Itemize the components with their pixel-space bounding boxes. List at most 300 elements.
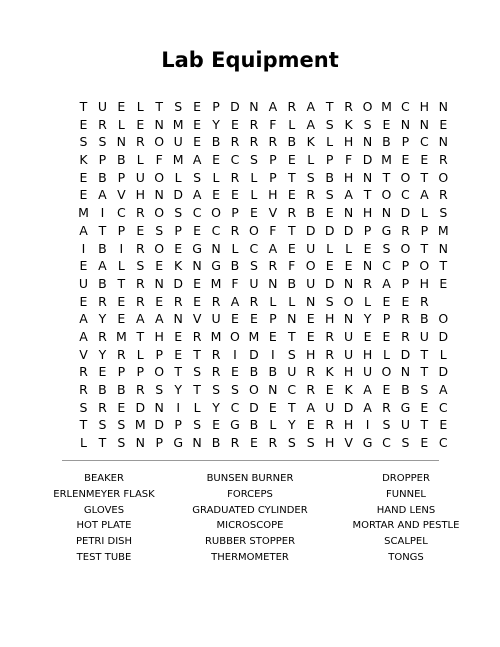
grid-letter: S: [79, 134, 88, 150]
grid-letter: O: [211, 205, 221, 221]
grid-letter: C: [192, 205, 202, 221]
grid-letter: R: [98, 116, 107, 132]
grid-letter: U: [78, 275, 89, 291]
grid-letter: N: [343, 311, 354, 327]
grid-letter: A: [268, 240, 278, 256]
grid-letter: U: [362, 364, 373, 380]
grid-letter: P: [174, 222, 182, 238]
grid-letter: N: [438, 99, 448, 114]
grid-letter: A: [98, 187, 107, 203]
grid-row: [74, 275, 453, 293]
grid-letter: R: [135, 275, 145, 291]
grid-letter: E: [136, 116, 145, 132]
grid-letter: E: [193, 134, 202, 150]
grid-letter: O: [438, 311, 449, 327]
word-list-item: FUNNEL: [386, 488, 426, 500]
grid-letter: A: [306, 399, 315, 415]
grid-letter: B: [98, 240, 107, 256]
grid-letter: G: [211, 258, 221, 274]
grid-letter: E: [325, 205, 334, 221]
grid-letter: E: [325, 382, 334, 397]
grid-letter: N: [306, 293, 316, 309]
grid-letter: L: [326, 134, 334, 150]
grid-letter: H: [306, 346, 316, 362]
grid-letter: R: [401, 311, 410, 327]
grid-letter: B: [382, 134, 391, 150]
grid-letter: A: [268, 99, 278, 114]
grid-letter: E: [212, 417, 220, 433]
grid-letter: P: [98, 152, 107, 168]
grid-letter: B: [98, 382, 107, 397]
grid-letter: A: [363, 382, 372, 397]
grid-letter: E: [231, 187, 239, 203]
grid-letter: E: [98, 364, 107, 380]
grid-letter: R: [211, 293, 221, 309]
grid-letter: S: [193, 417, 202, 433]
grid-letter: L: [250, 187, 258, 203]
grid-letter: R: [401, 328, 410, 344]
grid-letter: S: [306, 435, 315, 451]
grid-letter: N: [211, 240, 221, 256]
grid-letter: I: [100, 205, 105, 221]
grid-letter: L: [174, 169, 182, 185]
grid-letter: G: [381, 222, 392, 238]
grid-letter: N: [419, 116, 430, 132]
grid-letter: D: [400, 346, 411, 362]
grid-letter: T: [287, 222, 296, 238]
grid-letter: U: [306, 275, 316, 291]
grid-letter: S: [325, 187, 334, 203]
grid-letter: A: [344, 187, 353, 203]
grid-letter: E: [344, 258, 353, 274]
grid-letter: D: [343, 222, 354, 238]
grid-letter: R: [401, 222, 410, 238]
grid-letter: U: [344, 346, 354, 362]
grid-letter: R: [249, 116, 259, 132]
grid-row: [74, 328, 453, 346]
grid-letter: E: [117, 293, 126, 309]
grid-letter: N: [154, 116, 164, 132]
grid-letter: E: [306, 328, 315, 344]
grid-letter: T: [287, 328, 296, 344]
grid-letter: A: [306, 116, 315, 132]
grid-letter: E: [382, 293, 391, 309]
grid-letter: A: [306, 99, 315, 114]
grid-letter: H: [268, 187, 278, 203]
grid-letter: B: [230, 258, 240, 274]
word-list-item: GLOVES: [83, 504, 125, 516]
grid-row: [74, 204, 453, 222]
grid-letter: T: [98, 222, 107, 238]
grid-letter: V: [117, 187, 126, 203]
grid-letter: L: [136, 346, 144, 362]
grid-letter: D: [154, 417, 165, 433]
grid-letter: O: [419, 258, 430, 274]
grid-letter: G: [192, 240, 202, 256]
grid-letter: R: [306, 364, 316, 380]
grid-letter: N: [362, 169, 373, 185]
grid-letter: R: [230, 435, 240, 451]
word-list-item: HOT PLATE: [76, 520, 132, 532]
grid-letter: S: [117, 435, 126, 451]
grid-letter: R: [287, 99, 297, 114]
grid-letter: R: [135, 205, 145, 221]
grid-letter: A: [154, 311, 164, 327]
grid-letter: O: [154, 134, 165, 150]
grid-letter: S: [363, 116, 372, 132]
grid-letter: D: [438, 328, 449, 344]
grid-letter: E: [155, 258, 164, 274]
grid-letter: E: [79, 187, 88, 203]
grid-letter: U: [419, 328, 429, 344]
grid-letter: E: [401, 152, 410, 168]
grid-letter: A: [230, 293, 240, 309]
word-list-item: BUNSEN BURNER: [206, 473, 294, 484]
grid-letter: E: [174, 346, 183, 362]
word-list-item: FORCEPS: [227, 488, 273, 500]
grid-letter: R: [363, 275, 372, 291]
grid-letter: E: [363, 240, 372, 256]
word-row: [40, 503, 480, 519]
grid-letter: R: [438, 187, 448, 203]
grid-letter: S: [155, 222, 164, 238]
grid-letter: A: [79, 328, 88, 344]
grid-letter: R: [325, 328, 334, 344]
grid-row: [74, 240, 453, 258]
grid-letter: O: [230, 328, 240, 344]
grid-letter: S: [325, 293, 334, 309]
word-row: [40, 534, 480, 550]
grid-letter: U: [287, 364, 297, 380]
grid-letter: U: [211, 311, 221, 327]
grid-letter: B: [249, 417, 259, 433]
grid-letter: S: [117, 417, 126, 433]
grid-letter: V: [79, 346, 88, 362]
grid-letter: E: [117, 99, 126, 114]
grid-letter: A: [439, 382, 448, 397]
grid-letter: N: [381, 205, 392, 221]
grid-letter: D: [249, 346, 259, 362]
grid-letter: P: [363, 222, 372, 238]
grid-letter: P: [401, 275, 410, 291]
grid-letter: B: [306, 205, 315, 221]
grid-letter: E: [79, 258, 88, 274]
grid-letter: S: [231, 382, 239, 397]
grid-letter: C: [116, 205, 126, 221]
grid-letter: K: [79, 152, 88, 168]
grid-letter: S: [439, 205, 448, 221]
grid-letter: E: [193, 222, 202, 238]
grid-letter: I: [119, 240, 124, 256]
grid-letter: C: [382, 435, 391, 451]
grid-letter: T: [79, 417, 88, 433]
grid-letter: P: [325, 152, 334, 168]
grid-letter: E: [420, 152, 429, 168]
grid-letter: H: [419, 99, 430, 114]
grid-letter: T: [98, 435, 107, 451]
grid-letter: L: [212, 169, 220, 185]
grid-letter: T: [420, 364, 429, 380]
grid-letter: T: [420, 346, 429, 362]
grid-row: [74, 151, 453, 169]
grid-row: [74, 399, 453, 417]
grid-letter: Y: [363, 311, 372, 327]
grid-letter: S: [174, 205, 183, 221]
grid-letter: B: [98, 275, 107, 291]
grid-letter: M: [210, 328, 222, 344]
grid-row: [74, 416, 453, 434]
grid-letter: Y: [174, 382, 182, 397]
grid-letter: P: [269, 169, 277, 185]
grid-letter: E: [79, 169, 88, 185]
grid-letter: F: [269, 116, 277, 132]
grid-letter: K: [306, 134, 315, 150]
grid-letter: L: [117, 116, 125, 132]
grid-letter: E: [212, 187, 220, 203]
grid-letter: R: [268, 258, 278, 274]
grid-letter: L: [288, 116, 296, 132]
grid-letter: A: [136, 311, 145, 327]
grid-row: [74, 133, 453, 151]
grid-letter: R: [438, 152, 448, 168]
grid-letter: R: [344, 99, 353, 114]
grid-row: [74, 222, 453, 240]
grid-letter: S: [193, 364, 202, 380]
grid-letter: V: [344, 435, 353, 451]
grid-letter: H: [343, 134, 354, 150]
grid-letter: I: [233, 346, 237, 362]
grid-letter: L: [250, 169, 258, 185]
grid-letter: T: [193, 382, 201, 397]
grid-letter: P: [136, 364, 145, 380]
grid-letter: B: [401, 382, 410, 397]
grid-letter: E: [363, 328, 372, 344]
grid-letter: H: [419, 275, 430, 291]
grid-letter: N: [192, 258, 202, 274]
grid-letter: G: [173, 435, 183, 451]
grid-letter: S: [79, 399, 88, 415]
grid-letter: M: [134, 417, 146, 433]
grid-letter: R: [306, 382, 316, 397]
grid-letter: P: [155, 435, 163, 451]
grid-letter: N: [438, 134, 448, 150]
grid-letter: C: [401, 187, 410, 203]
grid-letter: H: [343, 169, 354, 185]
grid-letter: R: [268, 435, 278, 451]
word-list-item: MICROSCOPE: [216, 520, 284, 532]
word-row: [40, 518, 480, 534]
grid-letter: E: [439, 116, 448, 132]
word-list-item: SCALPEL: [384, 536, 428, 548]
grid-letter: P: [269, 311, 277, 327]
grid-letter: E: [382, 328, 391, 344]
grid-letter: N: [287, 311, 297, 327]
grid-letter: K: [344, 116, 353, 132]
grid-letter: R: [287, 205, 297, 221]
grid-letter: E: [193, 275, 202, 291]
grid-letter: R: [306, 187, 316, 203]
grid-letter: M: [381, 152, 392, 168]
grid-letter: B: [211, 134, 221, 150]
grid-letter: F: [344, 152, 353, 168]
grid-letter: D: [343, 399, 354, 415]
grid-letter: D: [173, 187, 183, 203]
grid-letter: S: [98, 417, 107, 433]
grid-letter: F: [231, 275, 239, 291]
grid-letter: N: [154, 187, 164, 203]
grid-letter: P: [174, 417, 182, 433]
word-row: [40, 550, 480, 566]
grid-letter: E: [174, 328, 183, 344]
grid-letter: T: [287, 169, 296, 185]
grid-letter: E: [420, 435, 429, 451]
grid-letter: O: [438, 169, 449, 185]
grid-letter: F: [269, 222, 277, 238]
grid-letter: F: [288, 258, 296, 274]
grid-letter: A: [79, 311, 88, 327]
grid-letter: O: [381, 187, 392, 203]
grid-letter: P: [155, 346, 163, 362]
grid-letter: M: [78, 205, 89, 221]
grid-letter: R: [98, 293, 107, 309]
grid-letter: C: [249, 240, 259, 256]
grid-letter: T: [325, 99, 334, 114]
grid-letter: U: [325, 399, 335, 415]
grid-letter: D: [230, 99, 240, 114]
grid-letter: S: [306, 169, 315, 185]
grid-letter: U: [173, 134, 183, 150]
grid-letter: R: [268, 134, 278, 150]
grid-letter: B: [98, 169, 107, 185]
grid-letter: N: [249, 99, 259, 114]
grid-letter: E: [155, 293, 164, 309]
grid-letter: S: [212, 382, 220, 397]
grid-letter: T: [420, 240, 429, 256]
grid-letter: E: [193, 99, 202, 114]
grid-letter: S: [287, 346, 296, 362]
grid-letter: P: [401, 134, 410, 150]
grid-letter: S: [401, 435, 410, 451]
grid-row: [74, 363, 453, 381]
grid-letter: O: [362, 99, 373, 114]
grid-letter: S: [420, 382, 429, 397]
grid-letter: O: [400, 240, 411, 256]
grid-letter: E: [401, 293, 410, 309]
grid-letter: T: [363, 187, 372, 203]
grid-letter: H: [343, 417, 354, 433]
grid-letter: R: [211, 364, 221, 380]
grid-letter: D: [173, 275, 183, 291]
grid-letter: L: [439, 346, 447, 362]
grid-letter: B: [249, 364, 259, 380]
word-list-item: PETRI DISH: [75, 536, 133, 548]
grid-letter: K: [325, 364, 334, 380]
grid-letter: S: [136, 258, 145, 274]
grid-letter: R: [211, 346, 221, 362]
grid-letter: E: [231, 116, 239, 132]
grid-letter: M: [172, 152, 184, 168]
word-list-item: TONGS: [388, 551, 424, 563]
grid-letter: L: [288, 293, 296, 309]
grid-letter: N: [268, 275, 278, 291]
grid-letter: B: [287, 134, 297, 150]
grid-letter: O: [154, 364, 165, 380]
grid-letter: C: [419, 134, 429, 150]
grid-letter: R: [135, 240, 145, 256]
grid-letter: P: [401, 258, 410, 274]
grid-letter: A: [420, 187, 429, 203]
grid-letter: L: [269, 293, 277, 309]
grid-letter: C: [230, 399, 240, 415]
grid-letter: L: [231, 240, 239, 256]
grid-letter: E: [193, 116, 202, 132]
grid-letter: D: [400, 205, 411, 221]
page-title: Lab Equipment: [161, 48, 339, 72]
grid-letter: R: [382, 399, 391, 415]
grid-letter: D: [324, 275, 335, 291]
grid-letter: C: [438, 399, 448, 415]
grid-letter: D: [362, 152, 373, 168]
grid-letter: N: [400, 116, 411, 132]
grid-letter: S: [174, 99, 183, 114]
grid-letter: G: [230, 417, 240, 433]
grid-letter: L: [326, 240, 334, 256]
grid-letter: R: [135, 382, 145, 397]
grid-letter: M: [381, 99, 392, 114]
grid-row: [74, 434, 453, 452]
grid-letter: U: [249, 275, 259, 291]
grid-letter: R: [325, 346, 334, 362]
word-list-item: HAND LENS: [376, 504, 436, 516]
word-list-item: GRADUATED CYLINDER: [192, 504, 308, 516]
grid-letter: R: [135, 134, 145, 150]
grid-row: [74, 346, 453, 364]
grid-letter: R: [98, 328, 107, 344]
grid-letter: T: [420, 417, 429, 433]
grid-letter: O: [305, 258, 316, 274]
grid-letter: T: [193, 346, 201, 362]
grid-letter: O: [248, 382, 259, 397]
grid-letter: O: [248, 222, 259, 238]
grid-letter: U: [306, 240, 316, 256]
grid-letter: O: [154, 169, 165, 185]
grid-row: [74, 186, 453, 204]
grid-letter: O: [400, 169, 411, 185]
grid-letter: C: [211, 222, 221, 238]
grid-letter: M: [115, 328, 127, 344]
grid-letter: R: [249, 134, 259, 150]
grid-letter: E: [306, 311, 315, 327]
grid-letter: L: [382, 346, 390, 362]
grid-letter: B: [211, 435, 221, 451]
grid-letter: T: [117, 275, 126, 291]
grid-letter: D: [249, 399, 259, 415]
grid-letter: T: [382, 169, 391, 185]
grid-letter: R: [173, 293, 183, 309]
grid-letter: S: [249, 152, 258, 168]
grid-letter: E: [231, 364, 239, 380]
grid-letter: E: [287, 152, 296, 168]
grid-letter: B: [325, 169, 334, 185]
grid-letter: N: [343, 275, 354, 291]
grid-letter: A: [363, 399, 372, 415]
grid-letter: N: [343, 205, 354, 221]
grid-letter: E: [287, 187, 296, 203]
grid-letter: E: [249, 311, 258, 327]
grid-letter: H: [362, 346, 373, 362]
grid-letter: A: [192, 187, 202, 203]
grid-letter: L: [420, 205, 428, 221]
